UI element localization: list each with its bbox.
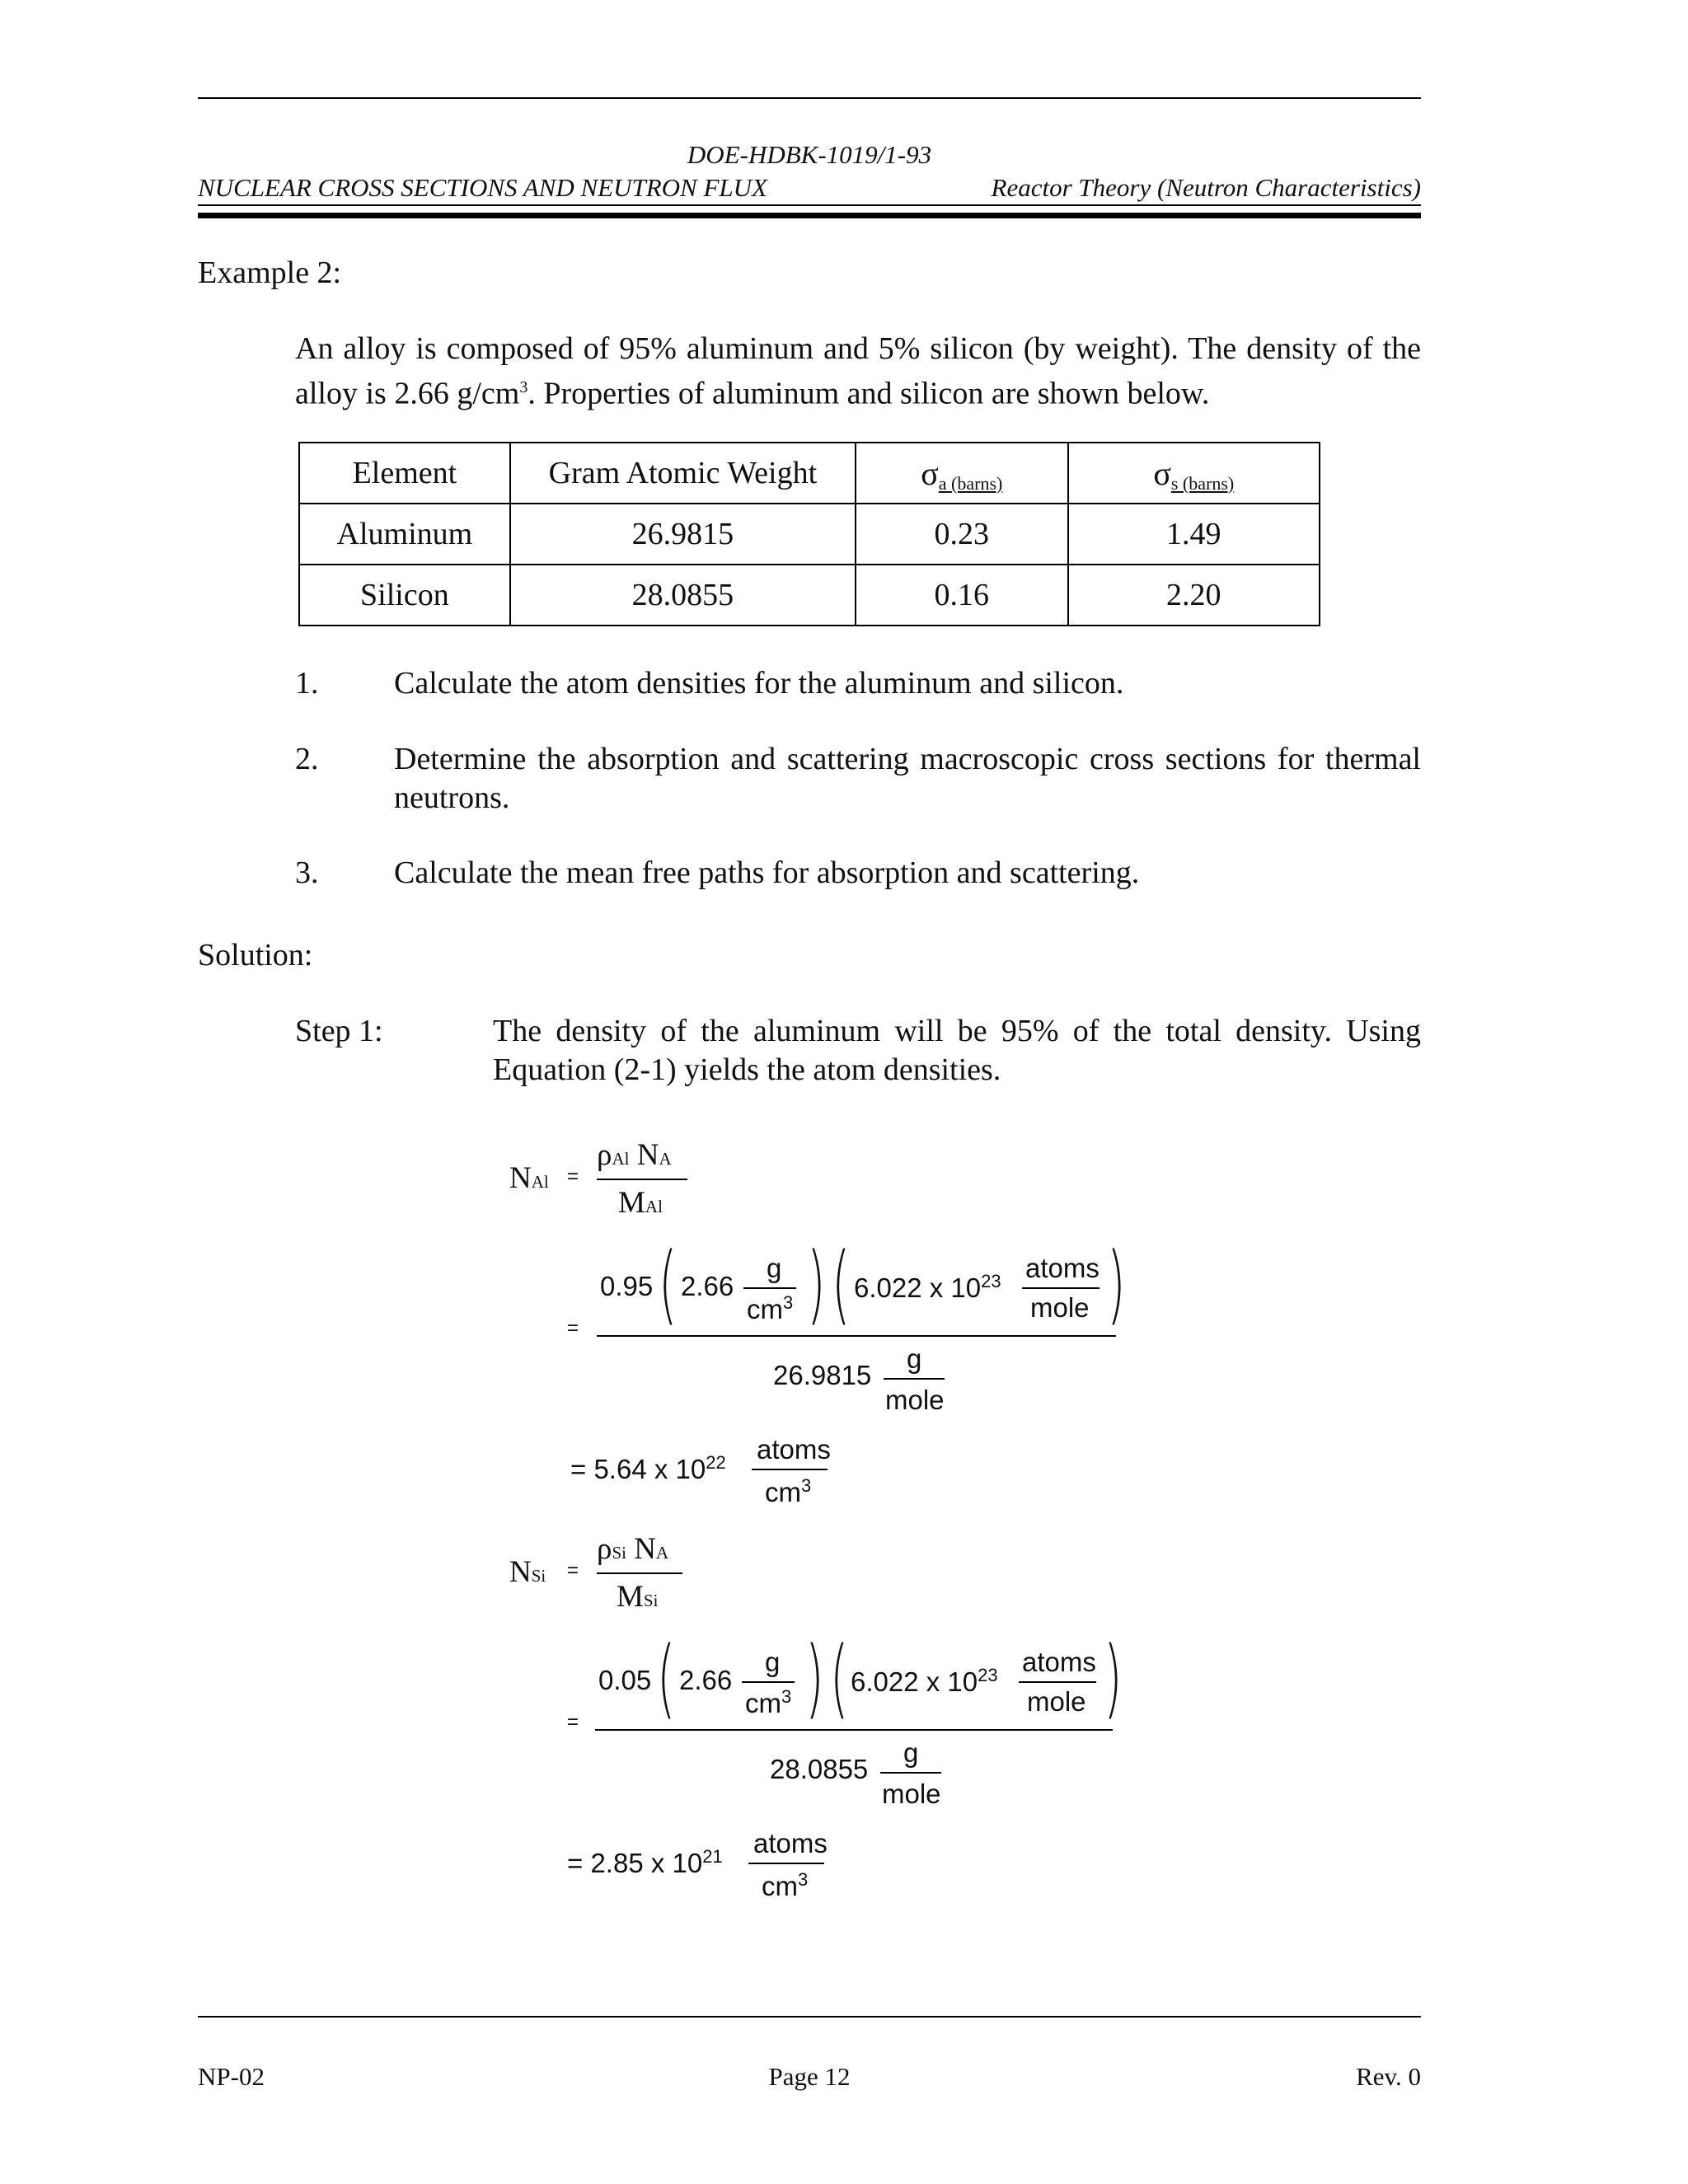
unit-atoms: atoms <box>757 1434 831 1465</box>
fraction-bar <box>597 1572 682 1574</box>
left-paren-icon: ( <box>832 1234 851 1334</box>
left-paren-icon: ( <box>830 1628 849 1728</box>
unit-cm: $cm^3$ <box>747 1292 794 1324</box>
unit-mole: mole <box>1027 1686 1086 1717</box>
header-rule-thin <box>198 204 1421 206</box>
question-text: Calculate the atom densities for the aluminum and silicon. <box>394 666 1124 701</box>
table-header-row <box>299 443 1320 504</box>
atomic-weight: 28.0855 <box>770 1754 869 1784</box>
footer-doc-id: NP-02 <box>198 2062 265 2091</box>
eq-lhs: NAl <box>509 1161 549 1195</box>
table-cell: Silicon <box>299 565 510 626</box>
example-intro-line2 <box>295 368 1421 414</box>
header-gram-atomic-weight: Gram Atomic Weight <box>510 443 856 504</box>
header-sigma-a <box>856 443 1068 504</box>
question-number: 2. <box>295 742 319 776</box>
eq-denominator: MSi <box>617 1580 659 1614</box>
density-value: 2.66 <box>681 1271 734 1301</box>
right-paren-icon: ) <box>805 1628 824 1728</box>
footer-page-number: Page 12 <box>768 2062 851 2091</box>
table-row <box>299 565 1320 626</box>
fraction-bar <box>880 1772 941 1774</box>
sigma-s-subscript: s (barns) <box>1170 472 1235 494</box>
table-row <box>299 504 1320 565</box>
unit-atoms: atoms <box>1025 1253 1100 1283</box>
left-paren-icon: ( <box>657 1628 676 1728</box>
sigma-a-subscript: a (barns) <box>938 472 1003 494</box>
fraction-bar <box>1019 1681 1096 1683</box>
table-cell: Aluminum <box>299 504 510 565</box>
main-fraction-bar <box>597 1335 1116 1337</box>
header-sigma-s <box>1068 443 1320 504</box>
atomic-weight: 26.9815 <box>773 1360 872 1390</box>
fraction-bar <box>748 1863 824 1864</box>
unit-cm: $cm^3$ <box>745 1686 792 1718</box>
fraction-bar <box>1022 1287 1100 1289</box>
fraction-bar <box>597 1179 687 1180</box>
unit-g: g <box>767 1253 782 1283</box>
mass-fraction: 0.95 <box>600 1271 654 1301</box>
solution-title: Solution: <box>198 938 313 972</box>
fraction-bar <box>743 1287 796 1289</box>
unit-cm: $cm^3$ <box>762 1869 809 1901</box>
question-number: 1. <box>295 666 319 701</box>
unit-mole: mole <box>1030 1292 1090 1323</box>
table-cell: 0.16 <box>856 565 1068 626</box>
eq-equals: = <box>567 1559 579 1582</box>
unit-mole: mole <box>882 1779 941 1809</box>
intro-text-end: . Properties of aluminum and silicon are shown below. <box>528 376 1210 411</box>
eq-lhs: NSi <box>509 1555 546 1589</box>
unit-cm: $cm^3$ <box>765 1475 812 1507</box>
example-intro <box>295 330 1421 414</box>
fraction-bar <box>752 1469 828 1470</box>
eq-result: = 5.64 x $10^{22}$ <box>570 1452 726 1484</box>
question-text: Calculate the mean free paths for absorption and scattering. <box>394 855 1140 890</box>
unit-g: g <box>903 1737 919 1768</box>
footer-revision: Rev. 0 <box>1356 2062 1421 2091</box>
unit-atoms: atoms <box>1022 1647 1096 1677</box>
header-element: Element <box>299 443 510 504</box>
intro-superscript: 3 <box>519 378 528 396</box>
header-left-title: NUCLEAR CROSS SECTIONS AND NEUTRON FLUX <box>198 173 767 202</box>
avogadro-number: 6.022 x $10^{23}$ <box>854 1271 1001 1303</box>
example-title: Example 2: <box>198 255 342 290</box>
intro-text: alloy is 2.66 g/cm <box>295 376 520 411</box>
density-value: 2.66 <box>679 1665 733 1695</box>
eq-equals: = <box>567 1711 579 1733</box>
table-cell: 1.49 <box>1068 504 1320 565</box>
table-cell: 26.9815 <box>510 504 856 565</box>
sigma-symbol: σ <box>1153 454 1171 492</box>
example-intro-line1: An alloy is composed of 95% aluminum and 5% silicon (by weight). The density of the <box>295 331 1421 366</box>
eq-numerator: ρSi NA <box>597 1532 669 1566</box>
header-top-rule <box>198 97 1421 99</box>
doc-number: DOE-HDBK-1019/1-93 <box>687 140 932 169</box>
sigma-symbol: σ <box>921 454 939 492</box>
eq-result: = 2.85 x $10^{21}$ <box>567 1846 723 1878</box>
table-cell: 2.20 <box>1068 565 1320 626</box>
left-paren-icon: ( <box>659 1234 678 1334</box>
fraction-bar <box>742 1681 795 1683</box>
right-paren-icon: ) <box>1104 1628 1123 1728</box>
properties-table <box>298 442 1320 626</box>
unit-mole: mole <box>885 1385 945 1415</box>
question-number: 3. <box>295 855 319 890</box>
table-cell: 0.23 <box>856 504 1068 565</box>
question-text: Determine the absorption and scattering macroscopic cross sections for thermal neutrons. <box>394 742 1421 815</box>
main-fraction-bar <box>595 1729 1113 1731</box>
step-text: The density of the aluminum will be 95% of the total density. Using Equation (2-1) yields the atom densities. <box>493 1014 1421 1087</box>
eq-denominator: MAl <box>618 1186 663 1220</box>
right-paren-icon: ) <box>1107 1234 1126 1334</box>
unit-g: g <box>907 1343 922 1374</box>
table-cell: 28.0855 <box>510 565 856 626</box>
step-label: Step 1: <box>295 1014 383 1048</box>
avogadro-number: 6.022 x $10^{23}$ <box>851 1665 998 1697</box>
eq-numerator: ρAl NA <box>597 1138 672 1172</box>
right-paren-icon: ) <box>807 1234 826 1334</box>
eq-equals: = <box>567 1165 579 1188</box>
unit-atoms: atoms <box>753 1828 828 1858</box>
header-right-title: Reactor Theory (Neutron Characteristics) <box>991 173 1421 202</box>
eq-equals: = <box>567 1317 579 1339</box>
footer-rule <box>198 2016 1421 2018</box>
unit-g: g <box>765 1647 781 1677</box>
mass-fraction: 0.05 <box>598 1665 652 1695</box>
fraction-bar <box>884 1378 945 1380</box>
header-rule-thick <box>198 213 1421 218</box>
